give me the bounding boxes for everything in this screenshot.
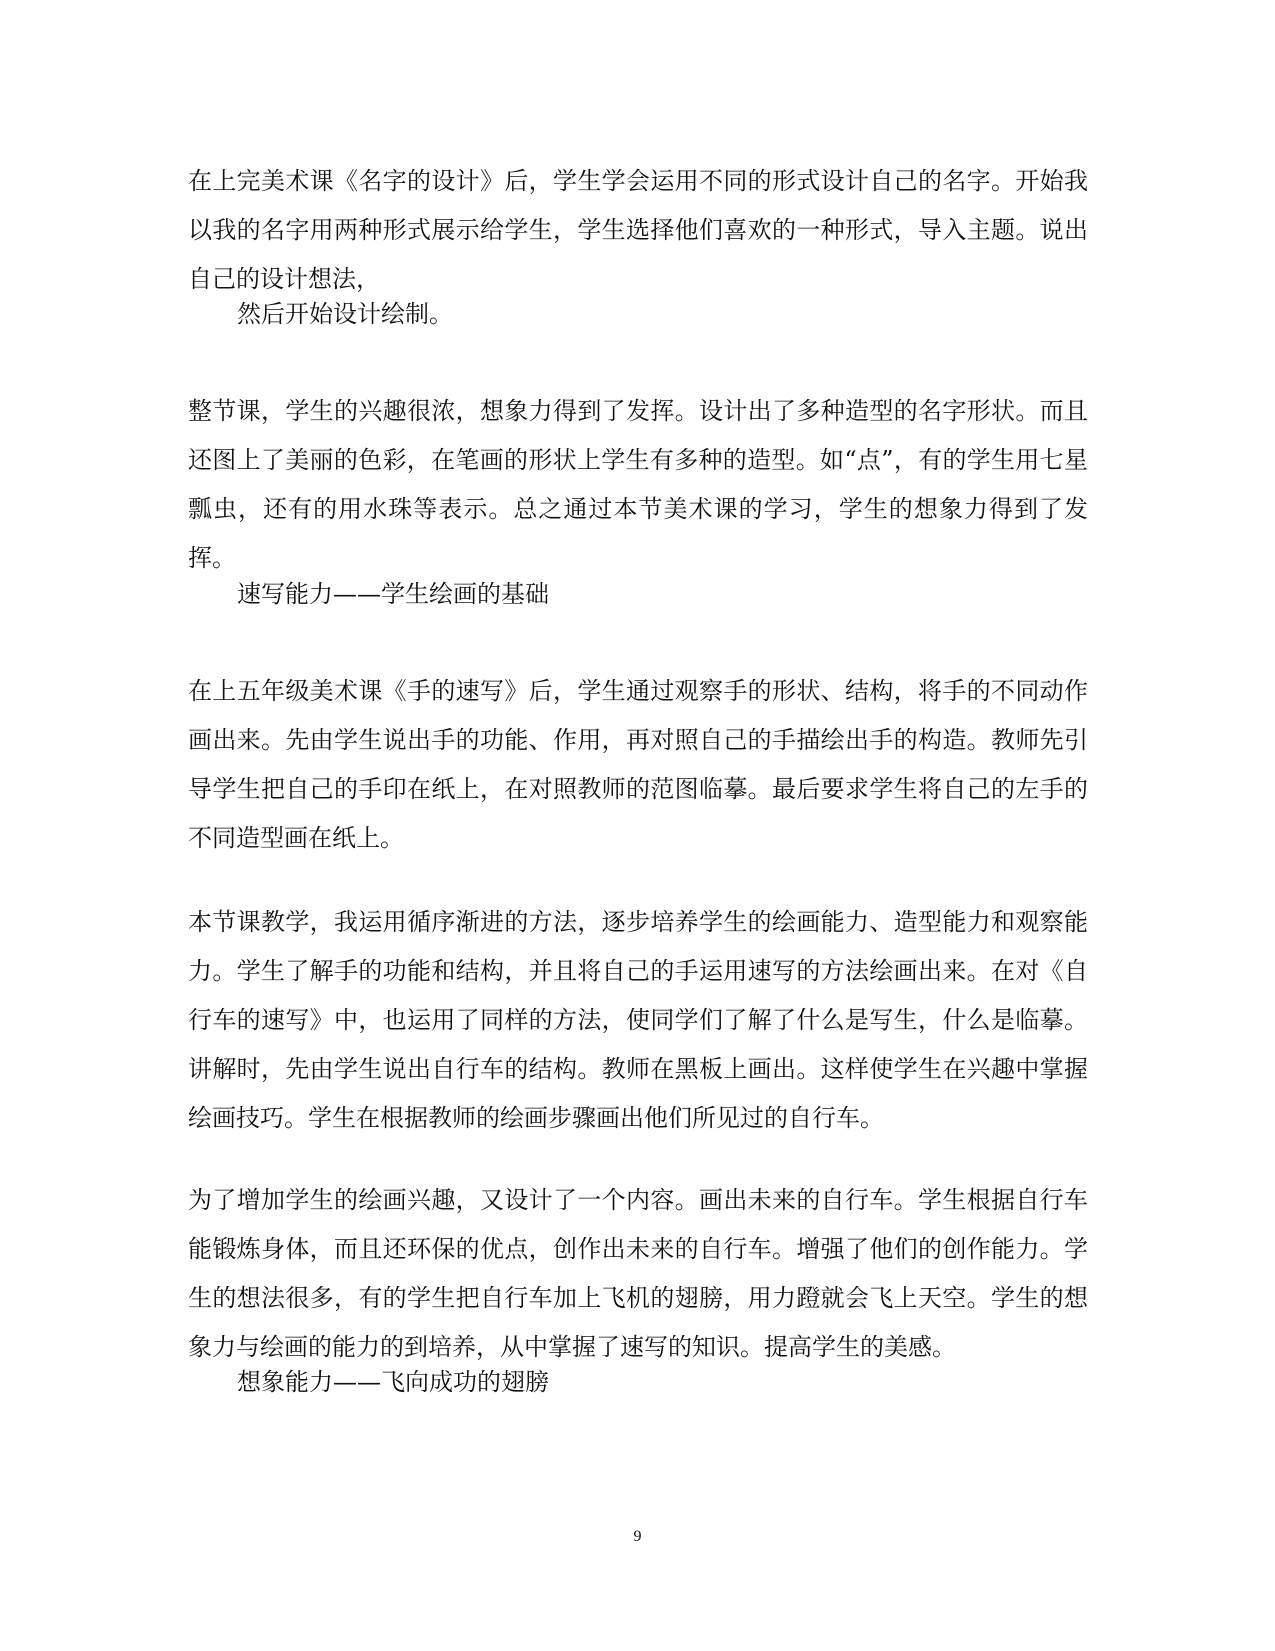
paragraph-lesson-reflection: 整节课，学生的兴趣很浓，想象力得到了发挥。设计出了多种造型的名字形状。而且还图上了美丽的色彩，在笔画的形状上学生有多种的造型。如“点”，有的学生用七星瓢虫，还有的用水珠等表示。总之通过本节美术课的学习，学生的想象力得到了发挥。 [188, 397, 1088, 572]
paragraph-hand-sketch-lesson: 在上五年级美术课《手的速写》后，学生通过观察手的形状、结构，将手的不同动作画出来。先由学生说出手的功能、作用，再对照自己的手描绘出手的构造。教师先引导学生把自己的手印在纸上，在对照教师的范图临摹。最后要求学生将自己的左手的不同造型画在纸上。 [188, 677, 1088, 852]
section-heading-imagination-ability: 想象能力——飞向成功的翅膀 [237, 1368, 549, 1396]
section-heading-sketch-ability: 速写能力——学生绘画的基础 [237, 580, 549, 608]
paragraph-start-drawing: 然后开始设计绘制。 [237, 300, 453, 328]
paragraph-name-design-lesson: 在上完美术课《名字的设计》后，学生学会运用不同的形式设计自己的名字。开始我以我的名字用两种形式展示给学生，学生选择他们喜欢的一种形式，导入主题。说出自己的设计想法， [188, 167, 1088, 293]
paragraph-future-bicycle: 为了增加学生的绘画兴趣，又设计了一个内容。画出未来的自行车。学生根据自行车能锻炼身体，而且还环保的优点，创作出未来的自行车。增强了他们的创作能力。学生的想法很多，有的学生把自行车加上飞机的翅膀，用力蹬就会飞上天空。学生的想象力与绘画的能力的到培养，从中掌握了速写的知识。提高学生的美感。 [188, 1186, 1088, 1361]
page-number: 9 [633, 1528, 642, 1545]
paragraph-teaching-method: 本节课教学，我运用循序渐进的方法，逐步培养学生的绘画能力、造型能力和观察能力。学生了解手的功能和结构，并且将自己的手运用速写的方法绘画出来。在对《自行车的速写》中，也运用了同样的方法，使同学们了解了什么是写生，什么是临摹。讲解时，先由学生说出自行车的结构。教师在黑板上画出。这样使学生在兴趣中掌握绘画技巧。学生在根据教师的绘画步骤画出他们所见过的自行车。 [188, 908, 1088, 1132]
